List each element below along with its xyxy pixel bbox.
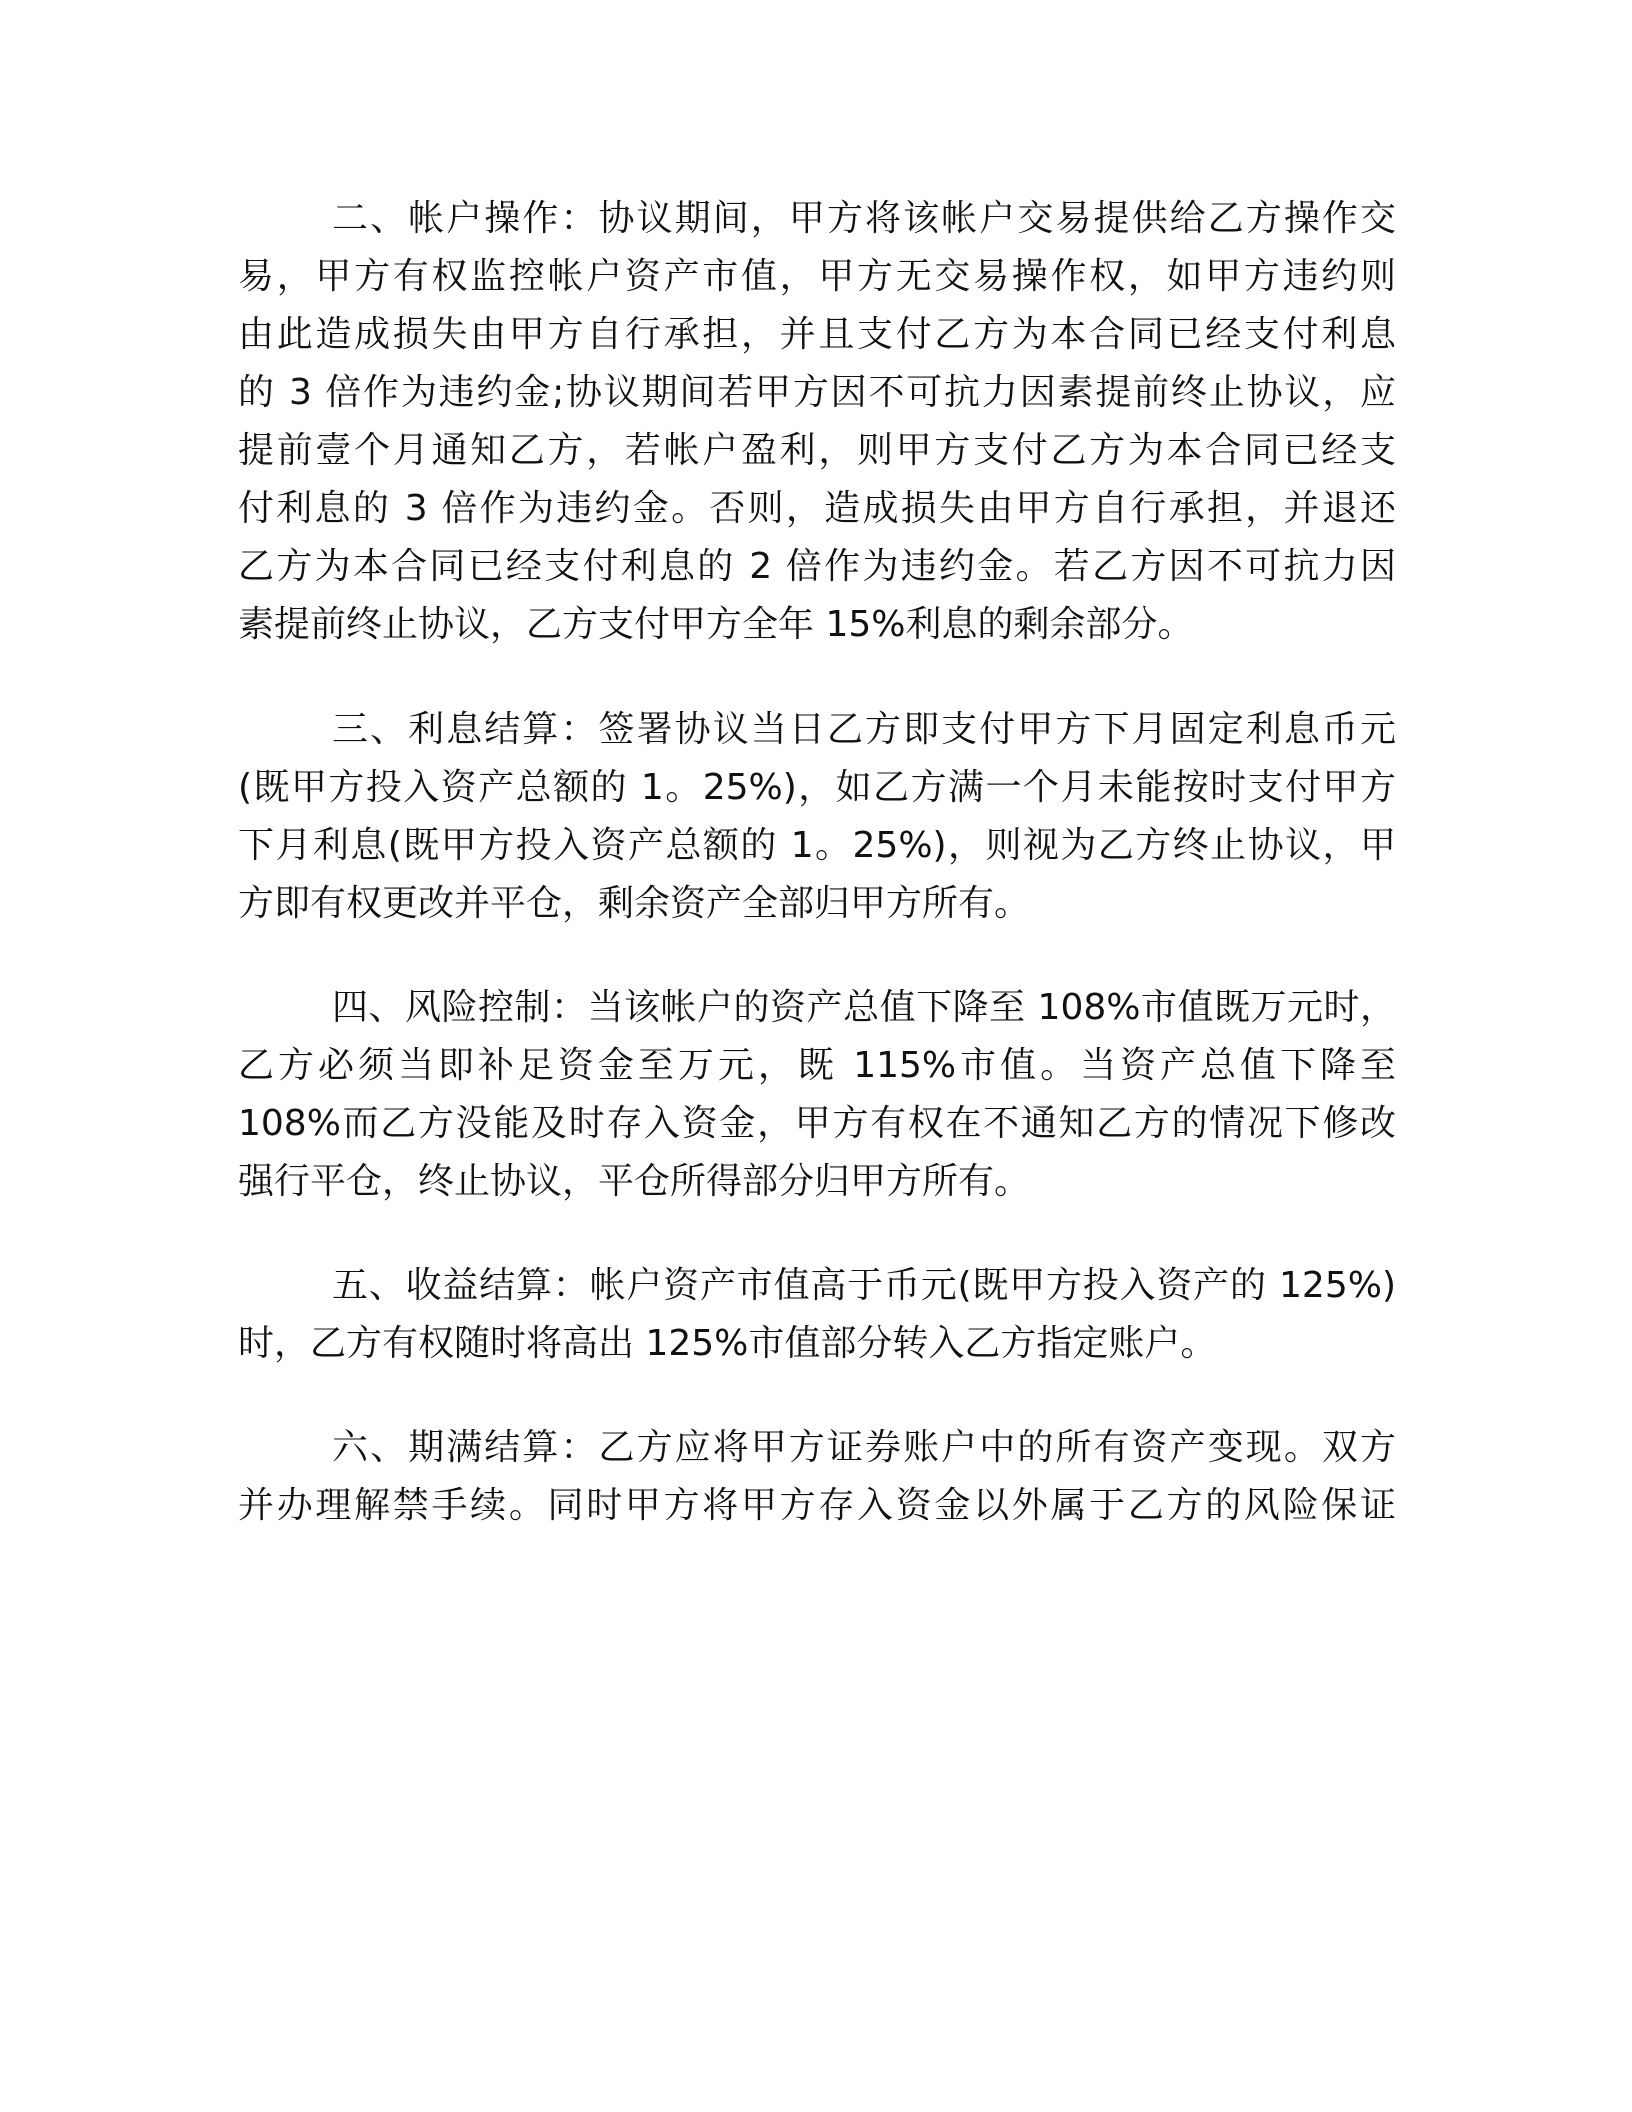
text-line: 素提前终止协议，乙方支付甲方全年 15%利息的剩余部分。 [238, 604, 1194, 645]
text-line: 方即有权更改并平仓，剩余资产全部归甲方所有。 [238, 883, 1031, 924]
text-line: 四、风险控制：当该帐户的资产总值下降至 108%市值既万元时， [332, 987, 1396, 1028]
text-line: 五、收益结算：帐户资产市值高于币元(既甲方投入资产的 125%) [332, 1265, 1396, 1306]
text-line: 三、利息结算：签署协议当日乙方即支付甲方下月固定利息币元 [332, 709, 1396, 750]
text-line: 提前壹个月通知乙方，若帐户盈利，则甲方支付乙方为本合同已经支 [238, 430, 1396, 471]
text-line: 并办理解禁手续。同时甲方将甲方存入资金以外属于乙方的风险保证 [238, 1485, 1396, 1526]
text-line: 时，乙方有权随时将高出 125%市值部分转入乙方指定账户。 [238, 1323, 1217, 1364]
text-line: 强行平仓，终止协议，平仓所得部分归甲方所有。 [238, 1161, 1031, 1202]
text-line: 108%而乙方没能及时存入资金，甲方有权在不通知乙方的情况下修改 [238, 1103, 1396, 1144]
text-line: 乙方为本合同已经支付利息的 2 倍作为违约金。若乙方因不可抗力因 [238, 546, 1396, 587]
text-line: 的 3 倍作为违约金;协议期间若甲方因不可抗力因素提前终止协议，应 [238, 372, 1396, 413]
text-line: 付利息的 3 倍作为违约金。否则，造成损失由甲方自行承担，并退还 [238, 488, 1396, 529]
text-line: 六、期满结算：乙方应将甲方证券账户中的所有资产变现。双方 [332, 1427, 1396, 1468]
text-line: 由此造成损失由甲方自行承担，并且支付乙方为本合同已经支付利息 [238, 314, 1396, 355]
text-line: 乙方必须当即补足资金至万元，既 115%市值。当资产总值下降至 [238, 1045, 1396, 1086]
text-line: 二、帐户操作：协议期间，甲方将该帐户交易提供给乙方操作交 [332, 198, 1396, 239]
text-line: 下月利息(既甲方投入资产总额的 1。25%)，则视为乙方终止协议，甲 [238, 825, 1396, 866]
text-line: 易，甲方有权监控帐户资产市值，甲方无交易操作权，如甲方违约则 [238, 256, 1396, 297]
text-line: (既甲方投入资产总额的 1。25%)，如乙方满一个月未能按时支付甲方 [238, 767, 1396, 808]
